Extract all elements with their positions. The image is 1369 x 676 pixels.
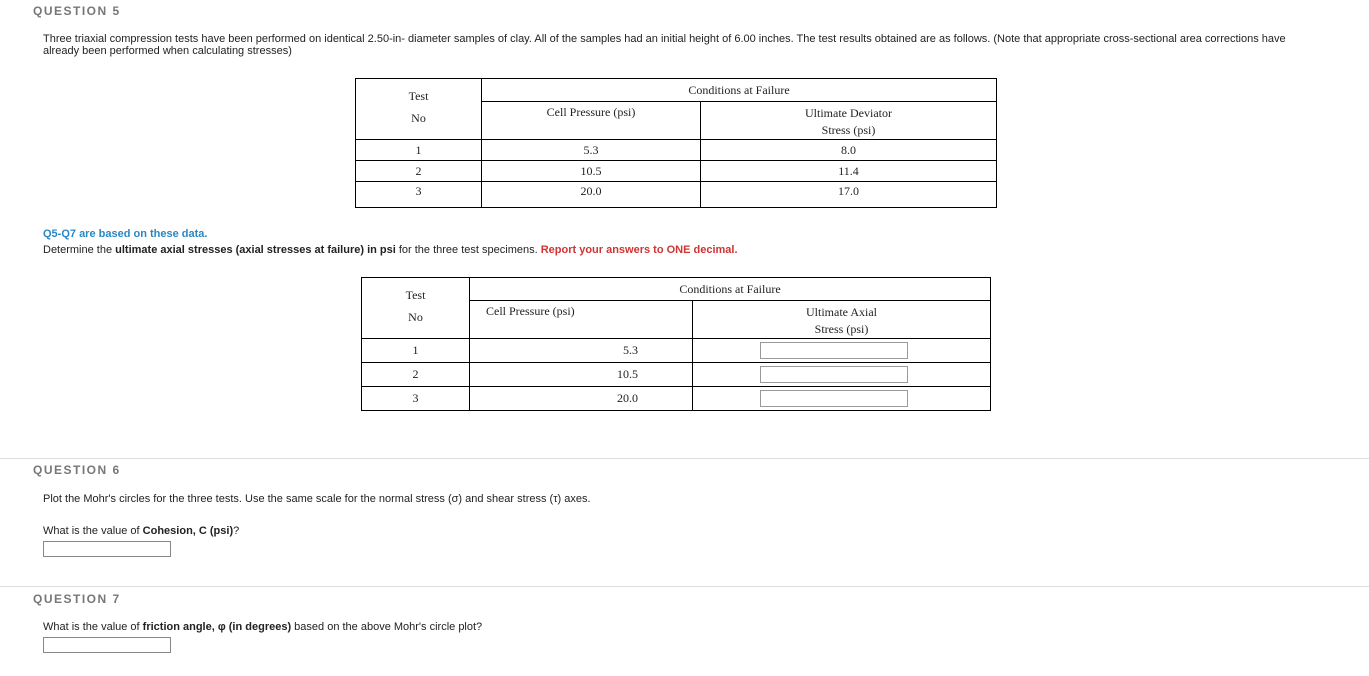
table-row [356, 140, 997, 161]
cell-pressure-header: Cell Pressure (psi) [470, 301, 693, 339]
friction-question-text: What is the value of [43, 621, 143, 633]
decimal-instruction: Report your answers to ONE decimal. [540, 244, 738, 256]
axial-stress-input-1[interactable] [760, 342, 908, 359]
test-no-cell: 2 [356, 161, 482, 182]
instruction-emphasis: ultimate axial stresses (axial stresses at failure) in psi [115, 244, 396, 256]
table-row [362, 387, 991, 411]
axial-stress-cell [693, 387, 991, 411]
test-no-header [356, 79, 482, 140]
reference-note: Q5-Q7 are based on these data. [43, 228, 208, 240]
question-5-instruction [43, 244, 738, 256]
test-no-cell: 3 [356, 182, 482, 208]
axial-stress-header [693, 301, 991, 339]
axial-stress-cell [693, 363, 991, 387]
cell-pressure-cell: 20.0 [482, 182, 701, 208]
test-label: Test [408, 89, 429, 103]
cell-pressure-cell: 10.5 [470, 363, 693, 387]
question-5-heading: QUESTION 5 [33, 4, 121, 18]
question-7-heading: QUESTION 7 [33, 592, 121, 606]
test-label: Test [405, 288, 426, 302]
axial-stress-input-2[interactable] [760, 366, 908, 383]
table-row [356, 161, 997, 182]
no-label: No [408, 310, 423, 324]
test-no-header [362, 278, 470, 339]
table-row [356, 182, 997, 208]
instruction-text-2: for the three test specimens. [395, 244, 541, 256]
axial-label-line1: Ultimate Axial [806, 305, 877, 319]
table-row [362, 339, 991, 363]
question-5-intro: Three triaxial compression tests have been performed on identical 2.50-in- diameter samples of clay. All of the samples had an initial height of 6.00 inches. The test results obtained are as follows. (Note that appropriate cross-sectional area corrections have already been performed when calculating stresses) [43, 33, 1286, 57]
deviator-stress-cell: 8.0 [701, 140, 997, 161]
deviator-stress-cell: 17.0 [701, 182, 997, 208]
question-6-heading: QUESTION 6 [33, 463, 121, 477]
cell-pressure-header: Cell Pressure (psi) [482, 102, 701, 140]
test-no-cell: 1 [356, 140, 482, 161]
friction-angle-question [43, 621, 482, 633]
axial-stress-answer-table [361, 277, 991, 411]
friction-angle-input[interactable] [43, 637, 171, 653]
mohr-circle-instruction: Plot the Mohr's circles for the three tests. Use the same scale for the normal stress (σ) and shear stress (τ) axes. [43, 493, 591, 505]
deviator-stress-cell: 11.4 [701, 161, 997, 182]
cohesion-question [43, 525, 239, 537]
question-divider [0, 458, 1369, 459]
deviator-stress-header [701, 102, 997, 140]
deviator-label-line1: Ultimate Deviator [805, 106, 892, 120]
cohesion-input[interactable] [43, 541, 171, 557]
deviator-label-line2: Stress (psi) [821, 123, 876, 137]
test-no-cell: 3 [362, 387, 470, 411]
cell-pressure-cell: 10.5 [482, 161, 701, 182]
table-row [362, 363, 991, 387]
cohesion-question-text: What is the value of [43, 525, 143, 537]
axial-stress-input-3[interactable] [760, 390, 908, 407]
axial-stress-cell [693, 339, 991, 363]
axial-label-line2: Stress (psi) [814, 322, 869, 336]
friction-question-end: based on the above Mohr's circle plot? [291, 621, 483, 633]
test-no-cell: 2 [362, 363, 470, 387]
test-results-table [355, 78, 997, 208]
conditions-at-failure-header: Conditions at Failure [470, 278, 991, 301]
cell-pressure-cell: 5.3 [482, 140, 701, 161]
cell-pressure-cell: 5.3 [470, 339, 693, 363]
cohesion-question-end: ? [233, 525, 240, 537]
cell-pressure-cell: 20.0 [470, 387, 693, 411]
instruction-text: Determine the [43, 244, 116, 256]
question-divider [0, 586, 1369, 587]
cohesion-label: Cohesion, C (psi) [142, 525, 234, 537]
no-label: No [411, 111, 426, 125]
test-no-cell: 1 [362, 339, 470, 363]
friction-angle-label: friction angle, φ (in degrees) [142, 621, 292, 633]
conditions-at-failure-header: Conditions at Failure [482, 79, 997, 102]
